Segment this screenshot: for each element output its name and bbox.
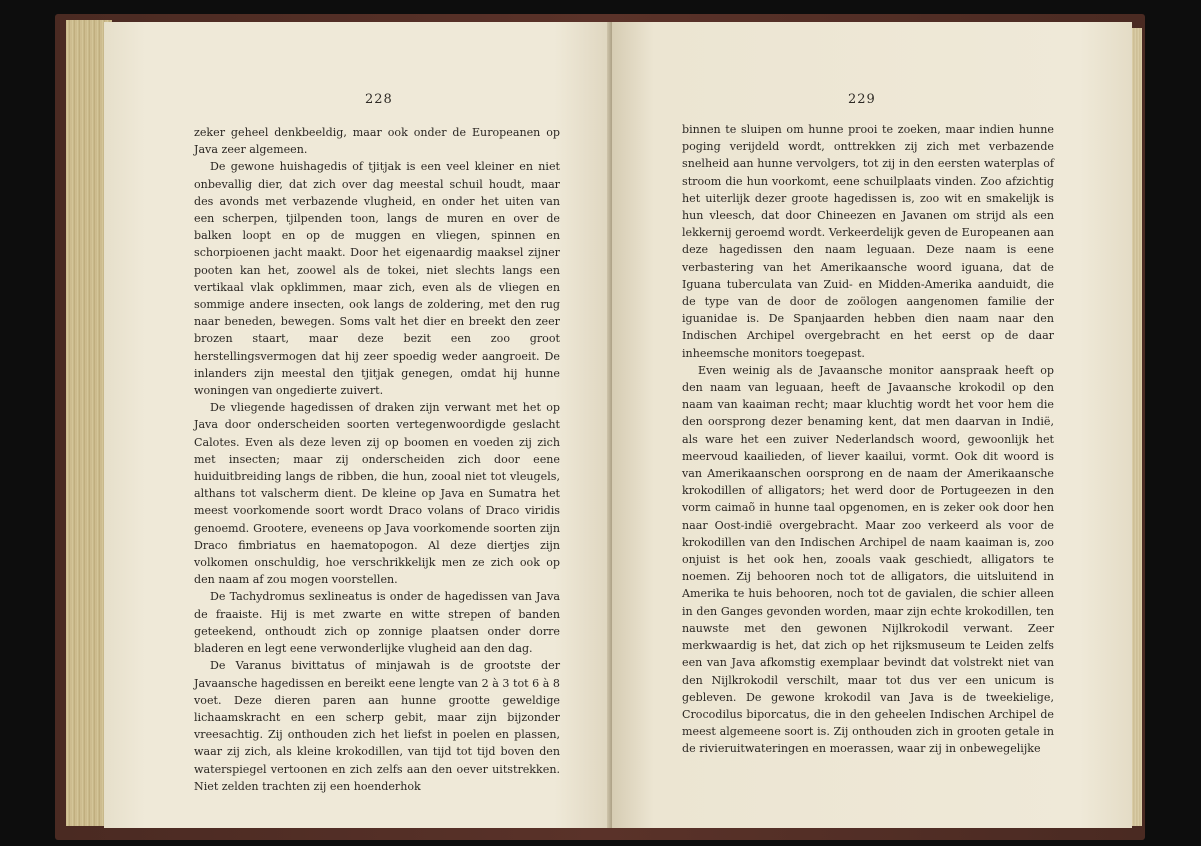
page-number: 229	[848, 92, 876, 107]
paragraph: Even weinig als de Javaansche monitor aanspraak heeft op den naam van leguaan, heeft de Javaansche krokodil op den naam van kaaiman recht; maar kluchtig wordt het voor hem die den oorsprong dezer benaming kent, dat men daarvan in Indië, als ware het een zuiver Nederlandsch woord, gewoonlijk het meervoud kaailieden, of liever kaailui, vormt. Ook dit woord is van Amerikaanschen oorsprong en de naam der Amerikaansche krokodillen of alligators; het werd door de Portugeezen in den vorm caimaõ in hunne taal opgenomen, en is zeker ook door hen naar Oost-indië overgebracht. Maar zoo verkeerd als voor de krokodillen van den Indischen Archipel de naam kaaiman is, zoo onjuist is het ook hen, zooals vaak geschiedt, alligators te noemen. Zij behooren noch tot de alligators, die uitsluitend in Amerika te huis behooren, noch tot de gavialen, die schier alleen in den Ganges gevonden worden, maar zijn echte krokodillen, ten nauwste met den gewonen Nijlkrokodil verwant. Zeer merkwaardig is het, dat zich op het rijksmuseum te Leiden zelfs een van Java afkomstig exemplaar bevindt dat volstrekt niet van den Nijlkrokodil verschilt, maar tot dus ver een unicum is gebleven. De gewone krokodil van Java is de tweekielige, Crocodilus biporcatus, die in den geheelen Indischen Archipel de meest algemeene soort is. Zij onthouden zich in grooten getale in de rivieruitwateringen en moerassen, waar zij in onbewegelijke	[682, 363, 1054, 756]
paragraph: zeker geheel denkbeeldig, maar ook onder de Europeanen op Java zeer algemeen.	[194, 126, 560, 157]
paragraph: binnen te sluipen om hunne prooi te zoeken, maar indien hunne poging verijdeld wordt, onttrekken zij zich met verbazende snelheid aan hunne vervolgers, tot zij in den eersten waterplas of stroom die hun voorkomt, eene schuilplaats vinden. Zoo afzichtig het uiterlijk dezer groote hagedissen is, zoo wit en smakelijk is hun vleesch, dat door Chineezen en Javanen om strijd als een lekkernij geroemd wordt. Verkeerdelijk geven de Europeanen aan deze hagedissen den naam leguaan. Deze naam is eene verbastering van het Amerikaansche woord iguana, dat de Iguana tuberculata van Zuid- en Midden-Amerika aanduidt, die de type van de door de zoölogen aangenomen familie der iguanidae is. De Spanjaarden hebben dien naam naar den Indischen Archipel overgebracht en het eerst op de daar inheemsche monitors toegepast.	[682, 123, 1054, 360]
left-page	[104, 22, 616, 828]
paragraph: De Tachydromus sexlineatus is onder de hagedissen van Java de fraaiste. Hij is met zwarte en witte strepen of banden geteekend, onthoudt zich op zonnige plaatsen onder dorre bladeren en legt eene verwonderlijke vlugheid aan den dag.	[194, 590, 560, 656]
paragraph: De vliegende hagedissen of draken zijn verwant met het op Java door onderscheiden soorten vertegenwoordigde geslacht Calotes. Even als deze leven zij op boomen en voeden zij zich met insecten; maar zij onderscheiden zich door eene huiduitbreiding langs de ribben, die hun, zooal niet tot vleugels, althans tot valscherm dient. De kleine op Java en Sumatra het meest voorkomende soort wordt Draco volans of Draco viridis genoemd. Grootere, eveneens op Java voorkomende soorten zijn Draco fimbriatus en haematopogon. Al deze diertjes zijn volkomen onschuldig, hoe verschrikkelijk men ze zich ook op den naam af zou mogen voorstellen.	[194, 401, 560, 587]
paragraph: De Varanus bivittatus of minjawah is de grootste der Javaansche hagedissen en bereikt eene lengte van 2 à 3 tot 6 à 8 voet. Deze dieren paren aan hunne grootte geweldige lichaamskracht en een scherp gebit, maar zijn bijzonder vreesachtig. Zij onthouden zich het liefst in poelen en plassen, waar zij zich, als kleine krokodillen, van tijd tot tijd boven den waterspiegel vertoonen en zich zelfs aan den oever uitstrekken. Niet zelden trachten zij een hoenderhok	[194, 659, 560, 793]
right-page	[612, 22, 1132, 828]
page-text	[682, 121, 1054, 758]
page-text	[194, 124, 560, 795]
page-number: 228	[365, 92, 393, 107]
paragraph: De gewone huishagedis of tjitjak is een veel kleiner en niet onbevallig dier, dat zich over dag meestal schuil houdt, maar des avonds met verbazende vlugheid, en onder het uiten van een scherpen, tjilpenden toon, langs de muren en over de balken loopt en op de muggen en vliegen, spinnen en schorpioenen jacht maakt. Door het eigenaardig maaksel zijner pooten kan het, zoowel als de tokei, niet slechts langs een vertikaal vlak opklimmen, maar zich, even als de vliegen en sommige andere insecten, ook langs de zoldering, met den rug naar beneden, bewegen. Soms valt het dier en breekt den zeer brozen staart, maar deze bezit een zoo groot herstellingsvermogen dat hij zeer spoedig weder aangroeit. De inlanders zijn meestal den tjitjak genegen, omdat hij hunne woningen van ongedierte zuivert.	[194, 160, 560, 398]
